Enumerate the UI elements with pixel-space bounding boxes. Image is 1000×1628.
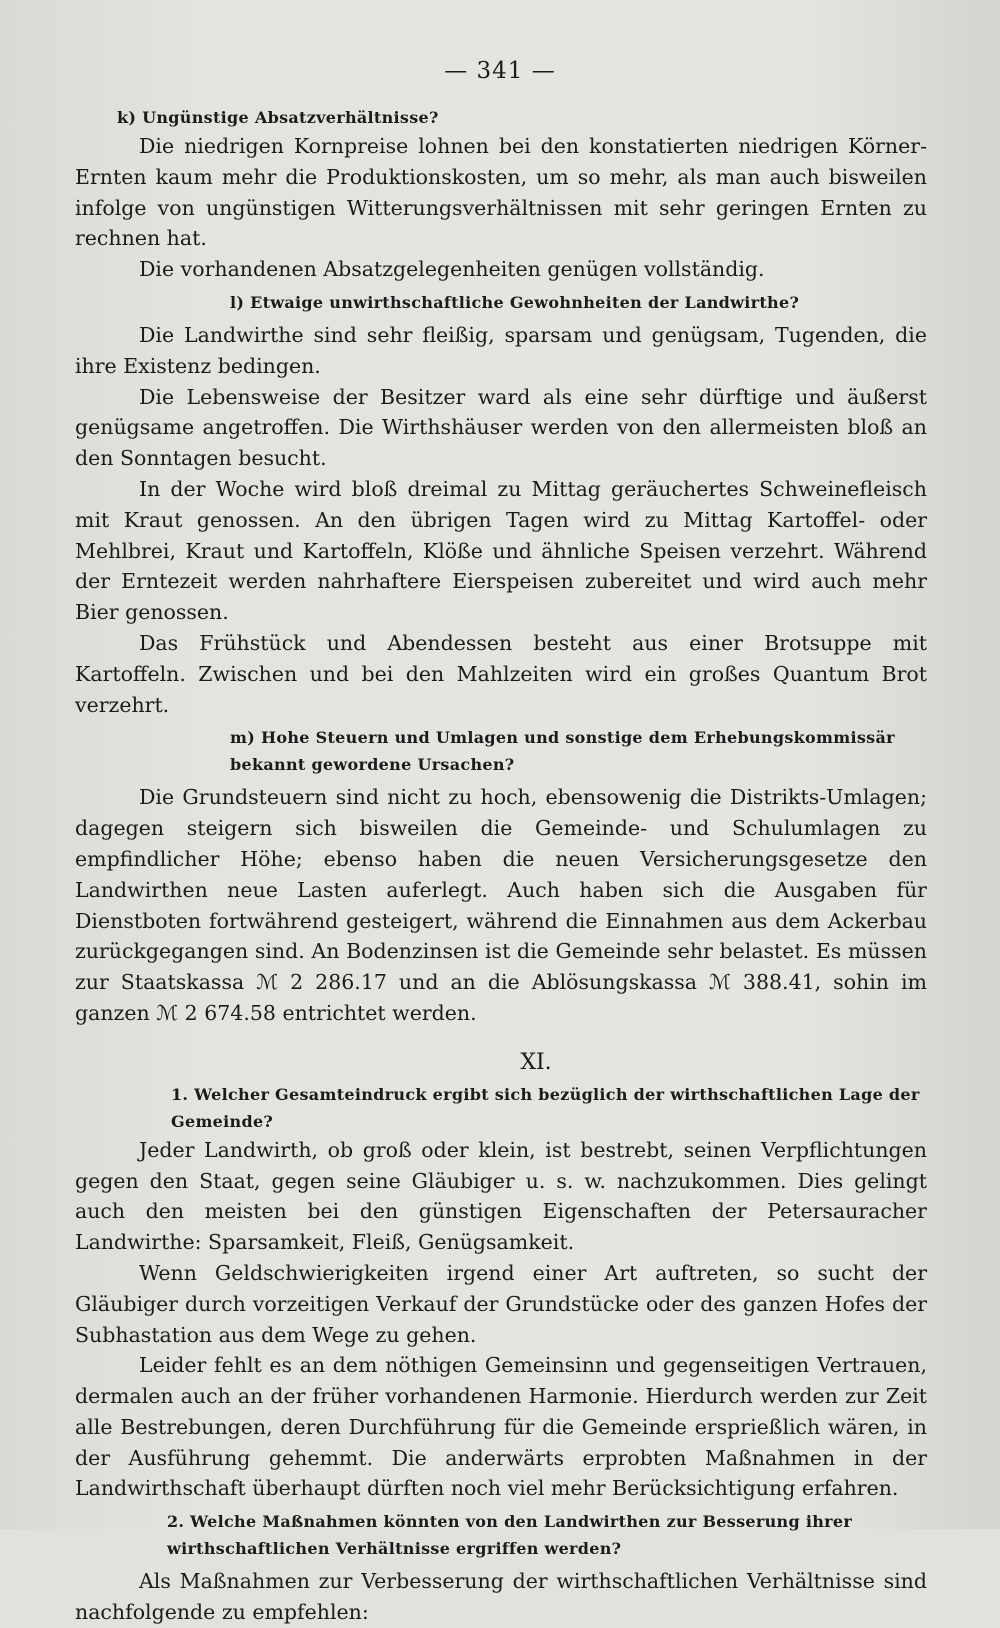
paragraph-1-1: Jeder Landwirth, ob groß oder klein, ist bestrebt, seinen Verpflichtungen gegen den Staat, gegen seine Gläubiger u. s. w. nachzukommen. Dies gelingt auch den meisten bei den günstigen Eigenschaften der Petersauracher Landwirthe: Sparsamkeit, Fleiß, Genügsamkeit. (75, 1137, 927, 1255)
paragraph-k-2: Die vorhandenen Absatzgelegenheiten genügen vollständig. (139, 257, 765, 282)
paragraph-1-2: Wenn Geldschwierigkeiten irgend einer Art auftreten, so sucht der Gläubiger durch vorzeitigen Verkauf der Grundstücke oder des ganzen Hofes der Subhastation aus dem Wege zu gehen. (75, 1260, 927, 1347)
paragraph-m-1: Die Grundsteuern sind nicht zu hoch, ebensowenig die Distrikts-Umlagen; dagegen steigern sich bisweilen die Gemeinde- und Schulumlagen zu empfindlicher Höhe; ebenso haben die neuen Versicherungsgesetze den Landwirthen neue Lasten auferlegt. Auch haben sich die Ausgaben für Dienstboten fortwährend gesteigert, während die Einnahmen aus dem Ackerbau zurückgegangen sind. An Bodenzinsen ist die Gemeinde sehr belastet. Es müssen zur Staatskassa ℳ 2 286.17 und an die Ablösungskassa ℳ 388.41, sohin im ganzen ℳ 2 674.58 entrichtet werden. (75, 785, 927, 1025)
paragraph-l-3: In der Woche wird bloß dreimal zu Mittag geräuchertes Schweinefleisch mit Kraut genossen. An den übrigen Tagen wird zu Mittag Kartoffel- oder Mehlbrei, Kraut und Kartoffeln, Klöße und ähnliche Speisen verzehrt. Während der Erntezeit werden nahrhaftere Eierspeisen zubereitet und wird auch mehr Bier genossen. (75, 476, 927, 625)
paragraph-1-3: Leider fehlt es an dem nöthigen Gemeinsinn und gegenseitigen Vertrauen, dermalen auch an der früher vorhandenen Harmonie. Hierdurch werden zur Zeit alle Bestrebungen, deren Durchführung für die Gemeinde ersprießlich wären, in der Ausführung gehemmt. Die anderwärts erprobten Maßnahmen in der Landwirthschaft überhaupt dürften noch viel mehr Berücksichtigung erfahren. (75, 1353, 927, 1501)
question-heading-2: 2. Welche Maßnahmen könnten von den Landwirthen zur Besserung ihrer wirthschaftlichen Verhältnisse ergriffen werden? (167, 1512, 853, 1559)
question-heading-1: 1. Welcher Gesamteindruck ergibt sich bezüglich der wirthschaftlichen Lage der Gemeinde? (171, 1084, 920, 1131)
paragraph-l-2: Die Lebensweise der Besitzer ward als eine sehr dürftige und äußerst genügsame angetroffen. Die Wirthshäuser werden von den allermeisten bloß an den Sonntagen besucht. (75, 384, 927, 471)
paragraph-l-4: Das Frühstück und Abendessen besteht aus einer Brotsuppe mit Kartoffeln. Zwischen und bei den Mahlzeiten wird ein großes Quantum Brot verzehrt. (75, 630, 927, 717)
question-heading-k: k) Ungünstige Absatzverhältnisse? (117, 108, 439, 127)
paragraph-k-1: Die niedrigen Kornpreise lohnen bei den konstatierten niedrigen Körner-Ernten kaum mehr die Produktionskosten, um so mehr, als man auch bisweilen infolge von ungünstigen Witterungsverhältnissen mit sehr geringen Ernten zu rechnen hat. (75, 134, 927, 251)
section-title: XI. (520, 1049, 552, 1075)
page-body (75, 104, 927, 1628)
page-number: — 341 — (444, 58, 556, 84)
question-heading-l: l) Etwaige unwirthschaftliche Gewohnheiten der Landwirthe? (230, 292, 800, 312)
paragraph-2-1: Als Maßnahmen zur Verbesserung der wirthschaftlichen Verhältnisse sind nachfolgende zu empfehlen: (75, 1569, 927, 1625)
paragraph-l-1: Die Landwirthe sind sehr fleißig, sparsam und genügsam, Tugenden, die ihre Existenz bedingen. (75, 322, 927, 378)
question-heading-m: m) Hohe Steuern und Umlagen und sonstige dem Erhebungskommissär bekannt gewordene Ursachen? (230, 728, 895, 775)
